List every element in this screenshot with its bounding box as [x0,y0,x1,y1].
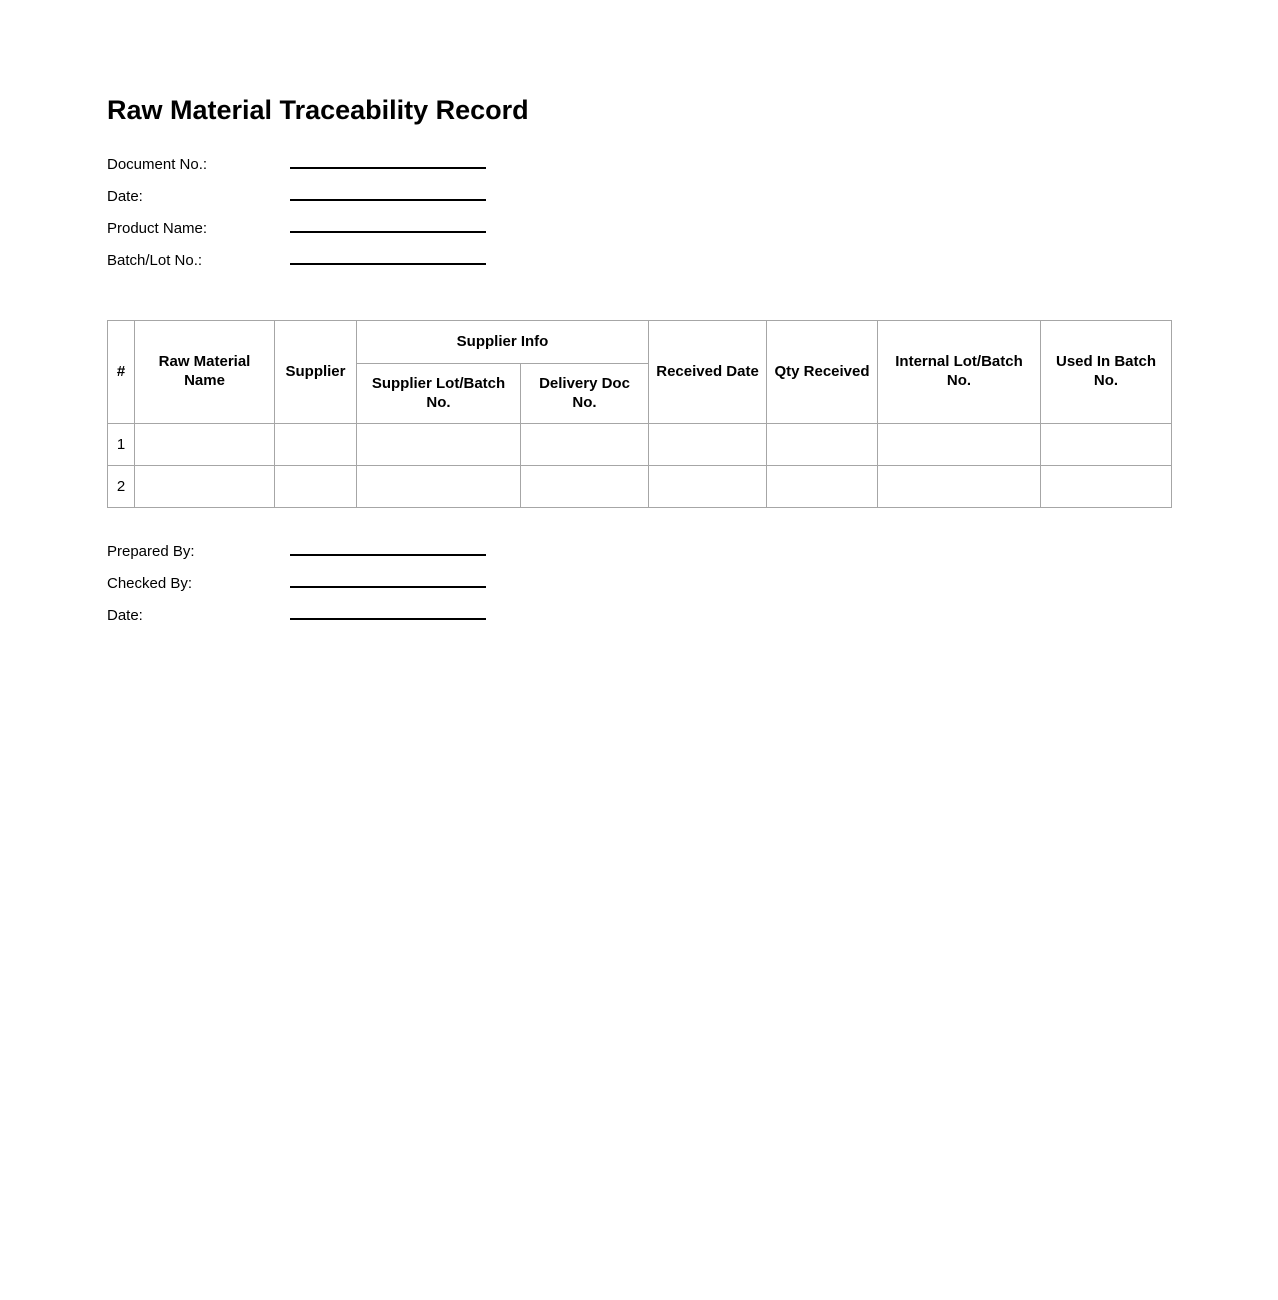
meta-fields-section [107,156,1171,284]
column-header-used-in-batch-no: Used In Batch No. [1041,321,1172,424]
signoff-date-blank-line [290,618,486,620]
delivery-doc-no-cell [521,466,649,508]
raw-material-name-cell [135,466,275,508]
page-title: Raw Material Traceability Record [107,95,529,125]
received-date-cell [649,466,767,508]
qty-received-cell [767,466,878,508]
internal-lot-batch-no-cell [878,424,1041,466]
row-number-cell: 2 [108,466,135,508]
document-page [0,0,1278,639]
signoff-date-label: Date: [107,607,143,625]
field-row-date [107,188,1171,220]
checked-by-blank-line [290,586,486,588]
qty-received-cell [767,424,878,466]
supplier-cell [275,424,357,466]
field-row-document-no [107,156,1171,188]
used-in-batch-no-cell [1041,424,1172,466]
received-date-cell [649,424,767,466]
date-label: Date: [107,188,143,206]
document-no-label: Document No.: [107,156,208,174]
field-row-signoff-date [107,607,1171,639]
product-name-blank-line [290,231,486,233]
document-no-blank-line [290,167,486,169]
column-header-delivery-doc-no: Delivery Doc No. [521,364,649,424]
row-number-cell: 1 [108,424,135,466]
column-header-raw-material-name: Raw Material Name [135,321,275,424]
checked-by-label: Checked By: [107,575,193,593]
column-header-received-date: Received Date [649,321,767,424]
delivery-doc-no-cell [521,424,649,466]
traceability-table [107,320,1172,508]
column-header-supplier-lot-batch-no: Supplier Lot/Batch No. [357,364,521,424]
column-header-row-no: # [108,321,135,424]
prepared-by-label: Prepared By: [107,543,195,561]
field-row-product-name [107,220,1171,252]
batch-lot-no-label: Batch/Lot No.: [107,252,203,270]
prepared-by-blank-line [290,554,486,556]
field-row-prepared-by [107,543,1171,575]
batch-lot-no-blank-line [290,263,486,265]
internal-lot-batch-no-cell [878,466,1041,508]
date-blank-line [290,199,486,201]
table-row [108,424,1172,466]
column-header-qty-received: Qty Received [767,321,878,424]
supplier-lot-batch-no-cell [357,466,521,508]
supplier-lot-batch-no-cell [357,424,521,466]
field-row-checked-by [107,575,1171,607]
column-header-internal-lot-batch-no: Internal Lot/Batch No. [878,321,1041,424]
raw-material-name-cell [135,424,275,466]
column-header-supplier-info-group: Supplier Info [357,321,649,364]
table-header-group-row [108,321,1172,364]
signoff-section [107,543,1171,639]
table-row [108,466,1172,508]
column-header-supplier: Supplier [275,321,357,424]
field-row-batch-lot-no [107,252,1171,284]
supplier-cell [275,466,357,508]
used-in-batch-no-cell [1041,466,1172,508]
product-name-label: Product Name: [107,220,208,238]
